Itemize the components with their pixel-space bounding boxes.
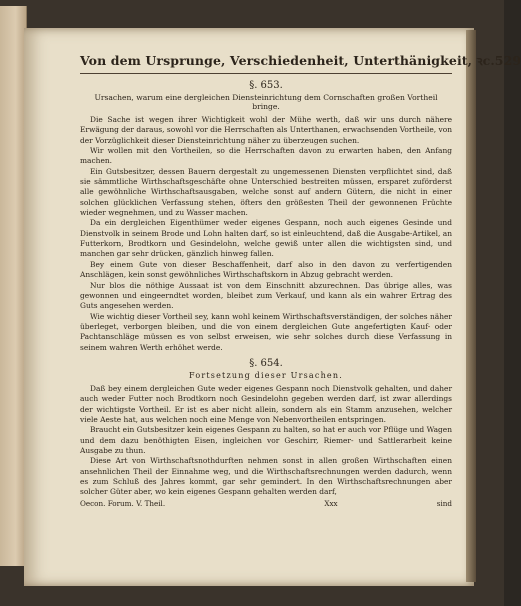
running-header	[80, 52, 521, 69]
header-rule	[80, 73, 452, 74]
paragraph: Daß bey einem dergleichen Gute weder eigenes Gespann noch Dienstvolk gehalten, und daher auch weder Futter noch Brodtkorn noch Gesindelohn gegeben werden darf, ist zwar allerdings der wichtigste Vortheil. Er ist es aber nicht allein, sondern als ein Stamm anzusehen, welcher viele Aeste hat, aus welchen noch eine Menge von Nebenvortheilen entspringen.	[80, 383, 452, 424]
page-content	[80, 52, 521, 509]
paragraph: Wie wichtig dieser Vortheil sey, kann wohl keinem Wirthschaftsverständigen, der solches näher überleget, verborgen bleiben, und die von einem dergleichen Gute angefertigten Kauf- oder Pachtanschläge müssen es von selbst erweisen, wie sehr solches durch diese Verfassung in seinem wahren Werth erhöhet werde.	[80, 311, 452, 352]
paragraph: Wir wollen mit den Vortheilen, so die Herrschaften davon zu erwarten haben, den Anfang machen.	[80, 146, 452, 166]
section-653-subtitle: Ursachen, warum eine dergleichen Diensteinrichtung dem Cornschaften großen Vortheil bringe.	[94, 93, 438, 111]
signature-mark: Xxx	[324, 498, 338, 508]
paragraph: Die Sache ist wegen ihrer Wichtigkeit wohl der Mühe werth, daß wir uns durch nähere Erwägung der daraus, sowohl vor die Herrschaften als Unterthanen, erwachsenden Vortheile, von der Vorzüglichkeit dieser Diensteinrichtung näher zu überzeugen suchen.	[80, 115, 452, 145]
paragraph: Bey einem Gute von dieser Beschaffenheit, darf also in den davon zu verfertigenden Anschlägen, kein sonst gewöhnliches Wirthschaftskorn in Abzug gebracht werden.	[80, 259, 452, 280]
section-654-subtitle: Fortsetzung dieser Ursachen.	[189, 370, 343, 380]
paragraph: Braucht ein Gutsbesitzer kein eigenes Gespann zu halten, so hat er auch vor Pflüge und Wagen und dem dazu benöthigten Eisen, ingleichen vor Geschirr, Riemer- und Sattlerarbeit keine Ausgabe zu thun.	[80, 425, 452, 455]
section-654-number: §. 654.	[249, 357, 283, 369]
left-page-edge	[0, 6, 27, 566]
catchword: sind	[436, 498, 452, 508]
page-fore-edge	[466, 30, 476, 582]
section-653-number: §. 653.	[249, 80, 283, 91]
paragraph: Nur blos die nöthige Aussaat ist von dem Einschnitt abzurechnen. Das übrige alles, was gewonnen und eingeerndtet worden, bleibet zum Verkauf, und kann als ein wahrer Ertrag des Guts angesehen werden.	[80, 280, 452, 311]
paragraph: Da ein dergleichen Eigenthümer weder eigenes Gespann, noch auch eigenes Gesinde und Dienstvolk in seinem Brode und Lohn halten darf, so ist einleuchtend, daß die Ausgabe-Artikel, an Futterkorn, Brodtkorn und Gesindelohn, welche gewiß unter allen die wichtigsten sind, und manchen gar sehr drücken, gänzlich hinweg fallen.	[80, 218, 452, 259]
page-footer	[80, 499, 452, 509]
volume-line: Oecon. Forum. V. Theil.	[80, 498, 166, 508]
page-number: 529	[494, 53, 521, 68]
paragraph: Ein Gutsbesitzer, dessen Bauern dergestalt zu ungemessenen Diensten verpflichtet sind, daß sie sämmtliche Wirthschaftsgeschäfte ohne Unterschied bestreiten müssen, ersparet zuförderst alle gewöhnliche Wirthschaftsausgaben, welche sonst auf andern Gütern, die nicht in einer solchen glücklichen Verfassung stehen, öfters den größesten Theil der gewonnenen Früchte wieder wegnehmen, und zu Wasser machen.	[80, 166, 452, 218]
paragraph: Diese Art von Wirthschaftsnothdurften nehmen sonst in allen großen Wirthschaften einen ansehnlichen Theil der Einnahme weg, und die Wirthschaftsrechnungen werden dadurch, wenn es zum Schluß des Jahres kommt, gar sehr gemindert. In den Wirthschaftsrechnungen aber solcher Güter aber, wo kein eigenes Gespann gehalten werden darf,	[80, 456, 452, 497]
running-title: Von dem Ursprunge, Verschiedenheit, Unterthänigkeit, ꝛc.	[80, 53, 495, 68]
